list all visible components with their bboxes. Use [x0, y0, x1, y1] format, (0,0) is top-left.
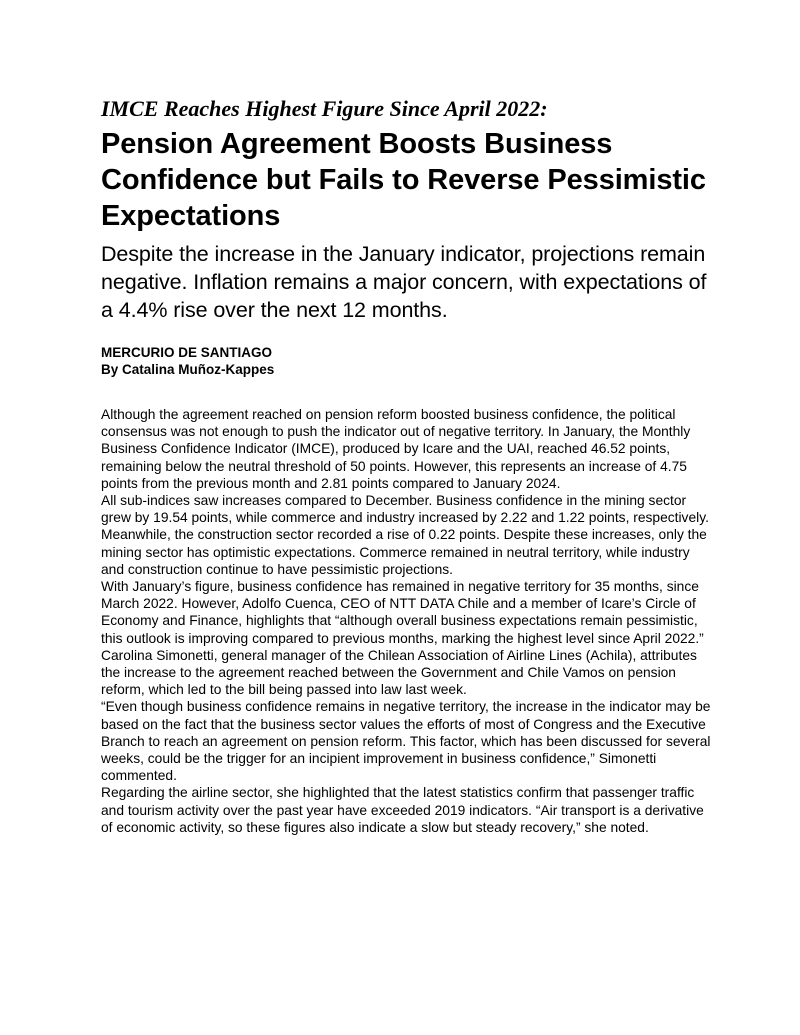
body-paragraph: With January’s figure, business confidence has remained in negative territory for 35 months, since March 2022. However, Adolfo Cuenca, CEO of NTT DATA Chile and a member of Icare’s Circle of Economy and Finance, highlights that “although overall business expectations remain pessimistic, this outlook is improving compared to previous months, marking the highest level since April 2022.” [101, 579, 704, 646]
body-paragraph: Regarding the airline sector, she highlighted that the latest statistics confirm that passenger traffic and tourism activity over the past year have exceeded 2019 indicators. “Air transport is a derivative of economic activity, so these figures also indicate a slow but steady recovery,” she noted. [101, 785, 704, 835]
article [101, 96, 711, 836]
article-subhead: Despite the increase in the January indicator, projections remain negative. Inflation remains a major concern, with expectations of a 4.4% rise over the next 12 months. [101, 242, 707, 322]
body-paragraph: Carolina Simonetti, general manager of the Chilean Association of Airline Lines (Achila), attributes the increase to the agreement reached between the Government and Chile Vamos on pension reform, which led to the bill being passed into law last week. [101, 647, 697, 698]
byline-block [101, 344, 711, 378]
article-body [101, 406, 711, 836]
body-paragraph: All sub-indices saw increases compared to December. Business confidence in the mining sector grew by 19.54 points, while commerce and industry increased by 2.22 and 1.22 points, respectively. Meanwhile, the construction sector recorded a rise of 0.22 points. Despite these increases, only the mining sector has optimistic expectations. Commerce remained in neutral territory, while industry and construction continue to have pessimistic projections. [101, 493, 709, 577]
body-paragraph: “Even though business confidence remains in negative territory, the increase in the indicator may be based on the fact that the business sector values the efforts of most of Congress and the Executive Branch to reach an agreement on pension reform. This factor, which has been discussed for several weeks, could be the trigger for an incipient improvement in business confidence,” Simonetti commented. [101, 699, 711, 784]
article-headline: Pension Agreement Boosts Business Confidence but Fails to Reverse Pessimistic Expectations [101, 128, 706, 232]
body-paragraph: Although the agreement reached on pension reform boosted business confidence, the political consensus was not enough to push the indicator out of negative territory. In January, the Monthly Business Confidence Indicator (IMCE), produced by Icare and the UAI, reached 46.52 points, remaining below the neutral threshold of 50 points. However, this represents an increase of 4.75 points from the previous month and 2.81 points compared to January 2024. [101, 407, 691, 491]
author-byline: By Catalina Muñoz-Kappes [101, 362, 275, 377]
article-kicker: IMCE Reaches Highest Figure Since April 2022: [101, 96, 548, 121]
publication-source: MERCURIO DE SANTIAGO [101, 345, 273, 360]
